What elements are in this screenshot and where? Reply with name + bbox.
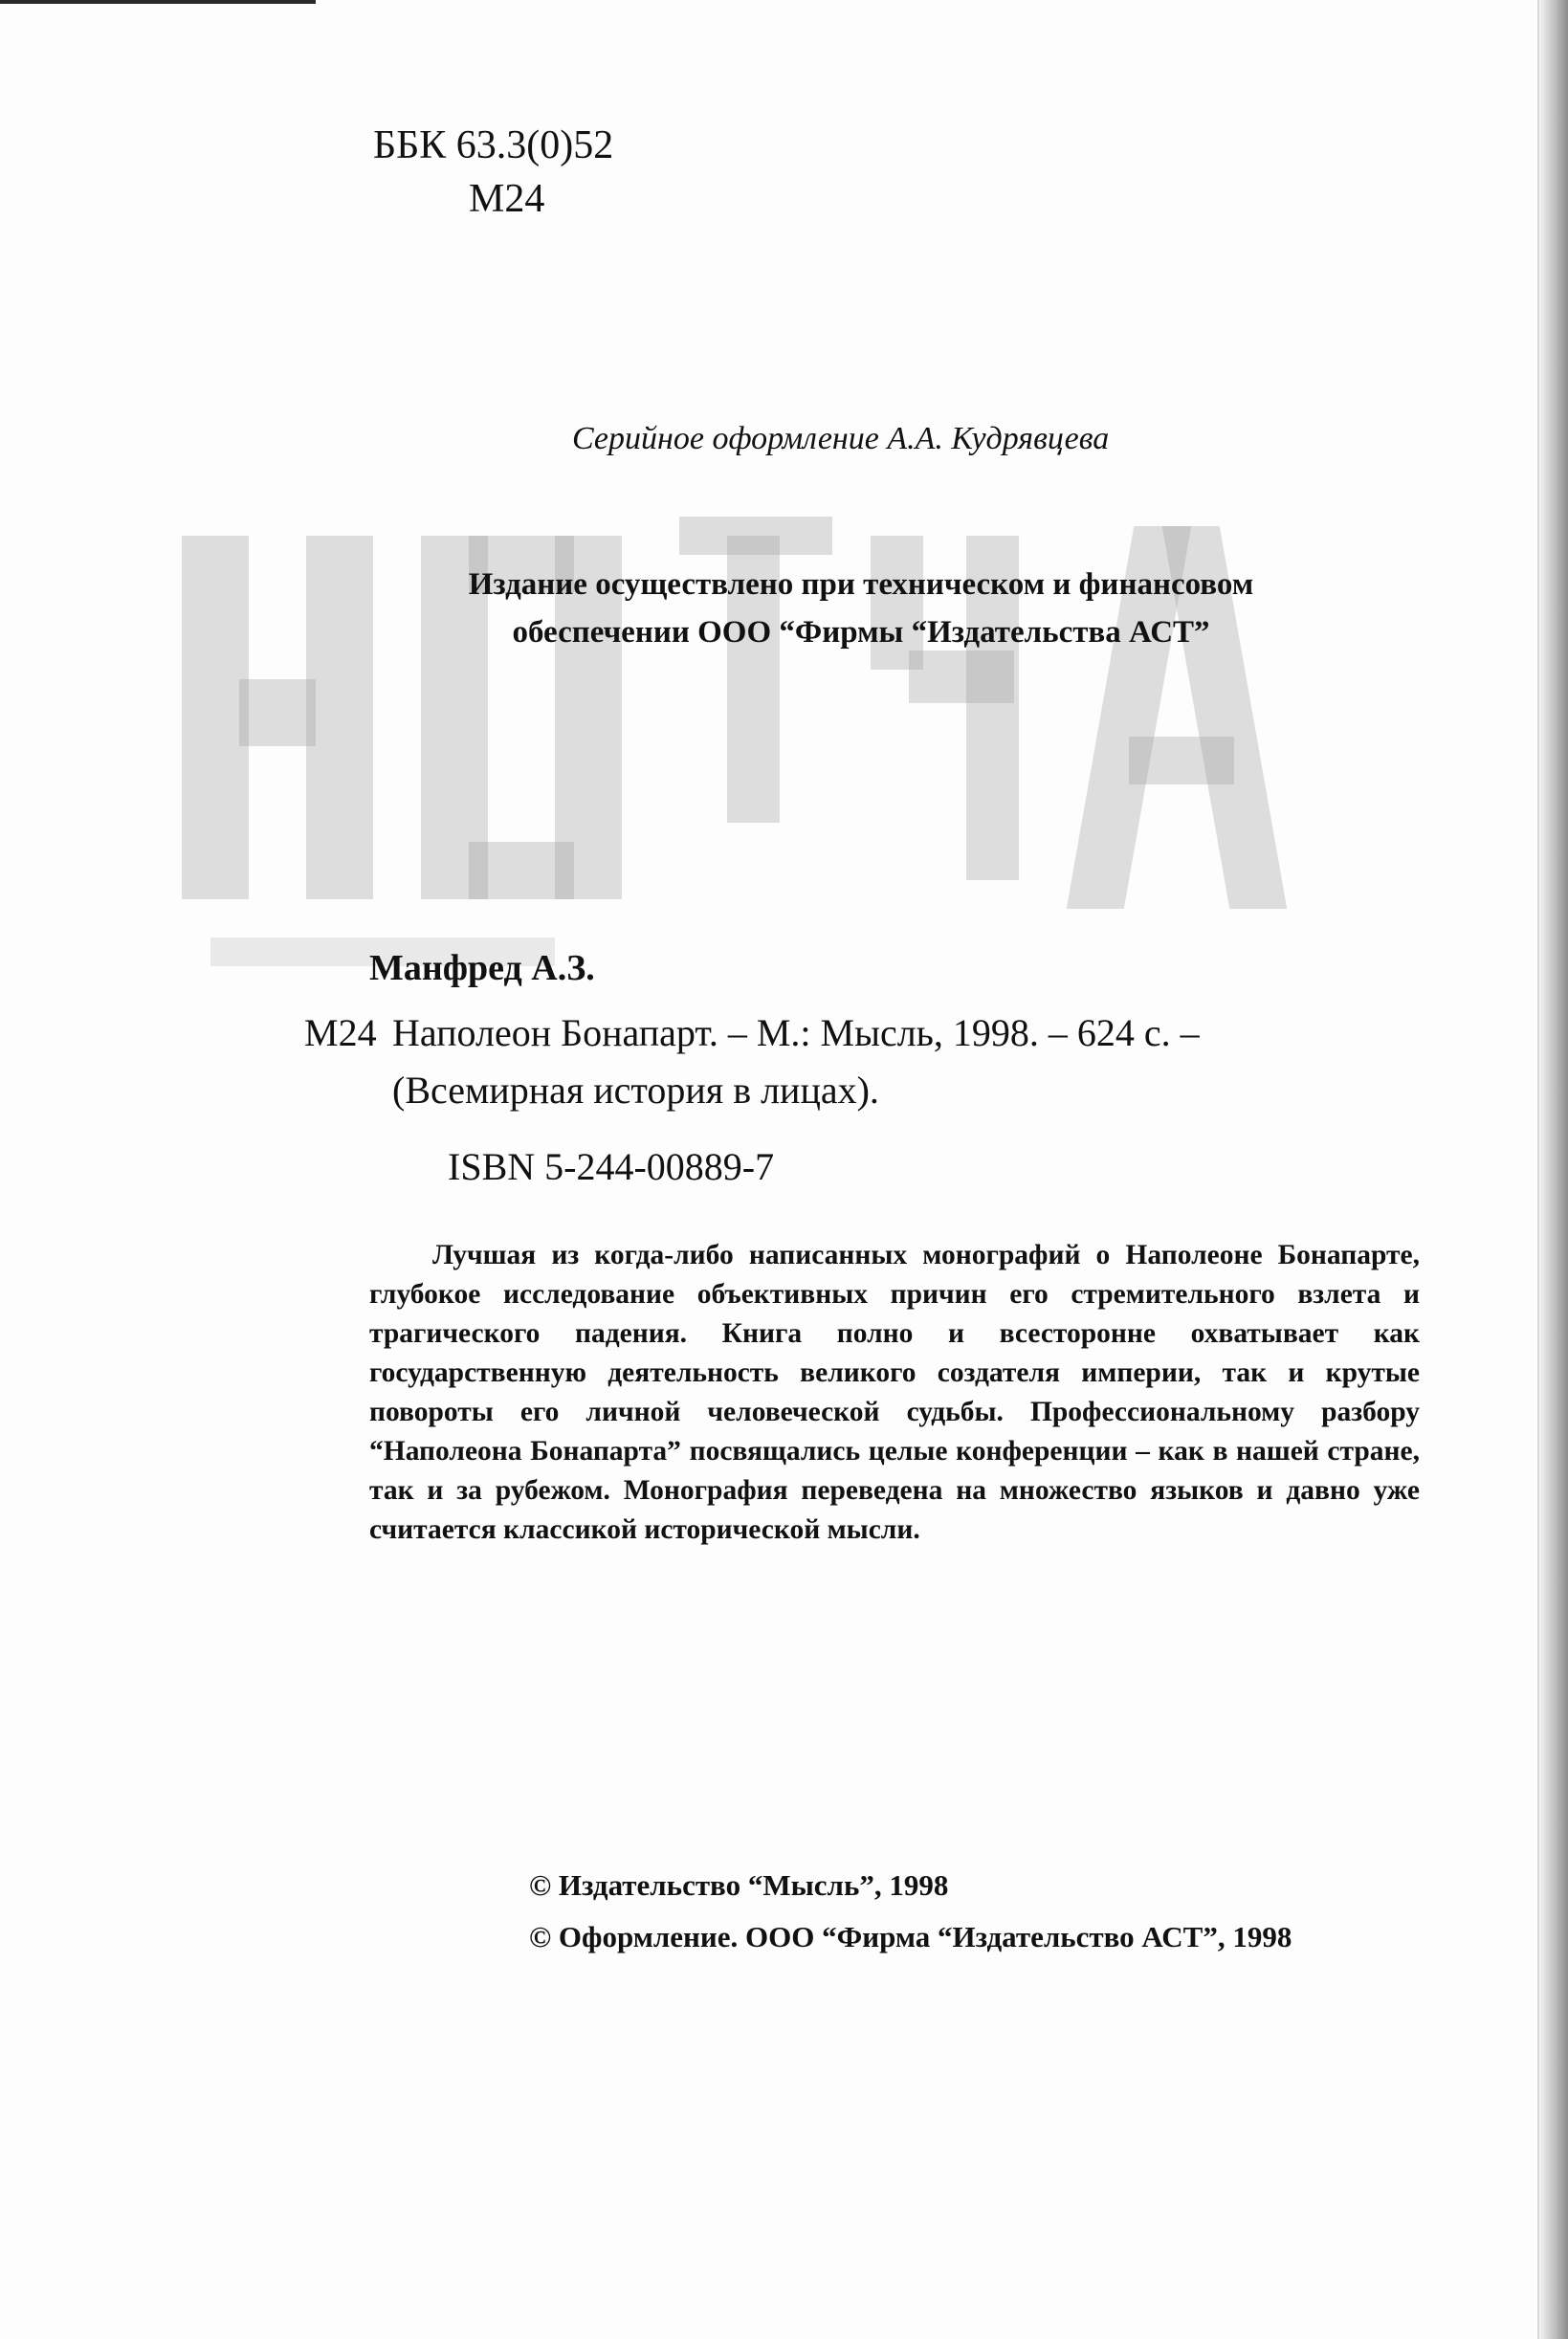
catalog-code: М24: [304, 1011, 377, 1054]
copyright-line-1: © Издательство “Мысль”, 1998: [529, 1868, 949, 1902]
publication-note-line-1: Издание осуществлено при техническом и финансовом: [468, 567, 1254, 602]
catalog-entry: [304, 1004, 1200, 1119]
bbk-code: ББК 63.3(0)52: [373, 123, 614, 167]
author-mark: М24: [469, 177, 545, 221]
isbn: ISBN 5-244-00889-7: [448, 1145, 775, 1188]
catalog-author: Манфред А.З.: [369, 948, 595, 988]
copyright-line-2: © Оформление. ООО “Фирма “Издательство АСТ”, 1998: [529, 1920, 1292, 1953]
scan-edge-top: [0, 0, 316, 4]
copyright-block: [529, 1860, 1292, 1963]
scan-edge-right: [1539, 0, 1568, 2339]
catalog-series-line: (Всемирная история в лицах).: [392, 1069, 879, 1112]
publication-note: [354, 561, 1368, 656]
bbk-classification: [373, 119, 613, 226]
series-design-credit: Серийное оформление А.А. Кудрявцева: [572, 421, 1110, 456]
annotation-paragraph: Лучшая из когда-либо написанных монографий о Наполеоне Бонапарте, глубокое исследование объективных причин его стремительного взлета и трагического падения. Книга полно и всесторонне охватывает как государственную деятельность великого создателя империи, так и крутые повороты его личной человеческой судьбы. Профессиональному разбору “Наполеона Бонапарта” посвящались целые конференции – как в нашей стране, так и за рубежом. Монография переведена на множество языков и давно уже считается классикой исторической мысли.: [369, 1240, 1420, 1545]
publication-note-line-2: обеспечении ООО “Фирмы “Издательства АСТ”: [512, 615, 1210, 650]
catalog-title-line: Наполеон Бонапарт. – М.: Мысль, 1998. – 624 с. –: [392, 1011, 1200, 1054]
